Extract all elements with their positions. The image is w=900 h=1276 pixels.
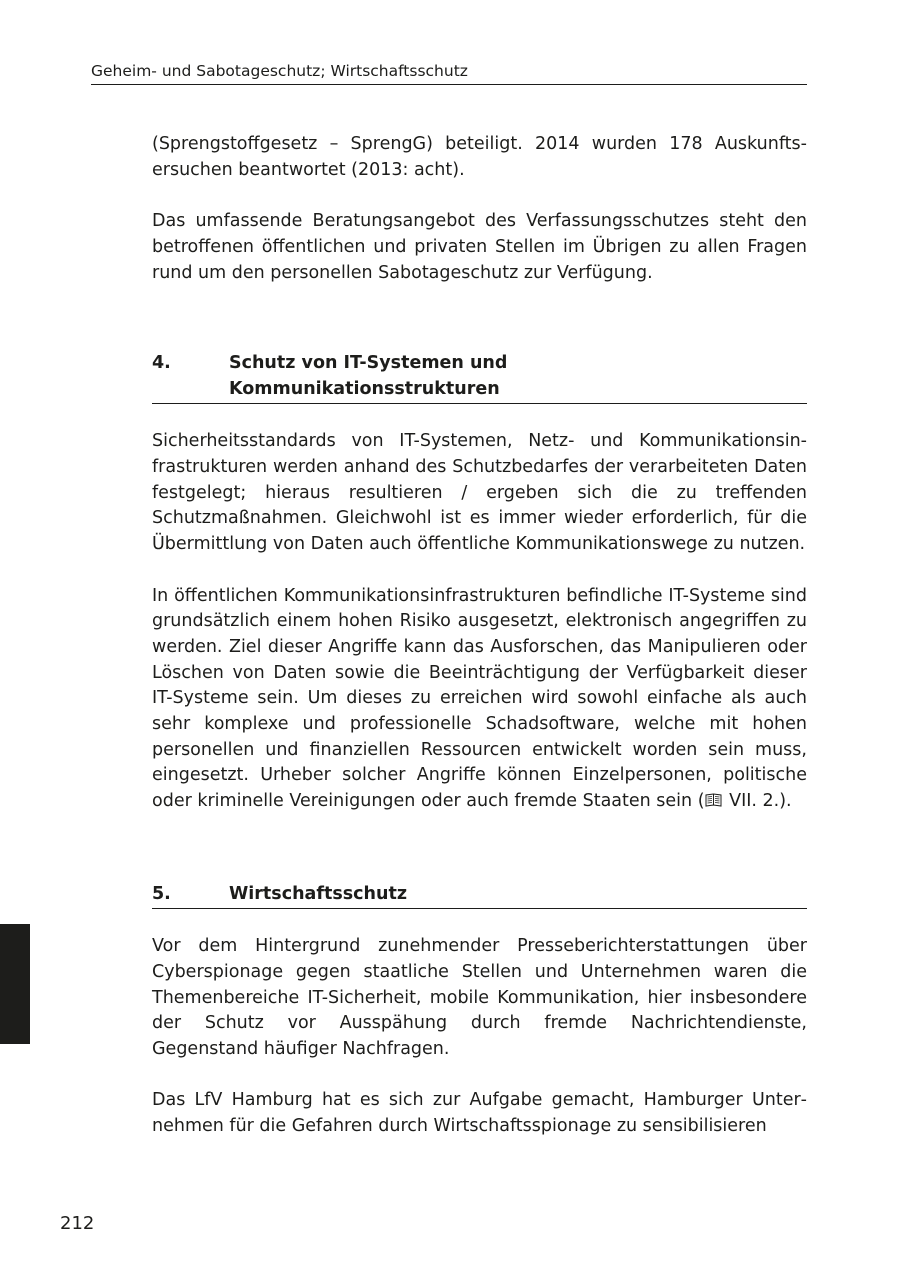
- chapter-thumb-tab: [0, 924, 30, 1044]
- section-title: [229, 351, 807, 402]
- cross-reference: VII. 2.).: [723, 791, 792, 812]
- section-number: 5.: [152, 883, 171, 904]
- body-text: In öffentlichen Kommunikationsinfrastrukturen befindliche IT-Systeme sind grundsätzlich einem hohen Risiko ausgesetzt, elektronisch angegriffen zu werden. Ziel dieser Angriffe kann das Ausforschen, das Manipulieren oder Löschen von Daten sowie die Beeinträchtigung der Verfügbarkeit dieser IT-Systeme sein. Um dieses zu erreichen wird sowohl einfache als auch sehr komplexe und professionelle Schadsoftware, welche mit hohen personellen und finanziellen Ressourcen entwickelt worden sein muss, eingesetzt. Urheber solcher Angriffe können Einzelpersonen, politische oder kriminelle Vereinigungen oder auch fremde Staaten sein (: [152, 585, 807, 812]
- page-body: [152, 132, 807, 1166]
- body-paragraph: Vor dem Hintergrund zunehmender Presseberichterstattungen über Cyberspionage gegen staatliche Stellen und Unternehmen waren die Themenbereiche IT-Sicherheit, mobile Kommunikation, hier insbesondere der Schutz vor Ausspähung durch fremde Nachrichtendienste, Gegenstand häufiger Nachfragen.: [152, 936, 807, 1060]
- page-number: 212: [60, 1213, 95, 1234]
- section-spacer: [152, 843, 807, 882]
- body-paragraph: Sicherheitsstandards von IT-Systemen, Netz- und Kommunikationsinfrastrukturen werden anhand des Schutzbedarfes der verarbeiteten Daten festgelegt; hieraus resultieren / ergeben sich die zu treffenden Schutzmaßnahmen. Gleichwohl ist es immer wieder erforderlich, für die Übermittlung von Daten auch öffentliche Kommunikationswege zu nutzen.: [152, 431, 807, 555]
- body-paragraph-with-reference: [152, 584, 807, 817]
- section-4-heading: [152, 351, 807, 404]
- running-header-title: Geheim- und Sabotageschutz; Wirtschaftsschutz: [91, 62, 468, 80]
- section-title: Wirtschaftsschutz: [229, 883, 408, 904]
- body-paragraph: (Sprengstoffgesetz – SprengG) beteiligt. 2014 wurden 178 Auskunftsersuchen beantwortet (2013: acht).: [152, 134, 807, 180]
- running-header: [91, 60, 807, 85]
- section-spacer: [152, 312, 807, 351]
- section-title-line: Schutz von IT-Systemen und: [229, 352, 508, 373]
- body-paragraph: Das LfV Hamburg hat es sich zur Aufgabe gemacht, Hamburger Unternehmen für die Gefahren durch Wirtschaftsspionage zu sensibilisieren: [152, 1090, 807, 1137]
- section-5-heading: [152, 882, 807, 910]
- body-paragraph: Das umfassende Beratungsangebot des Verfassungsschutzes steht den betroffenen öffentlichen und privaten Stellen im Übrigen zu allen Fragen rund um den personellen Sabotageschutz zur Verfügung.: [152, 211, 807, 283]
- section-number: 4.: [152, 352, 171, 373]
- section-title-line: Kommunikationsstrukturen: [229, 378, 500, 399]
- open-book-icon: [705, 791, 722, 817]
